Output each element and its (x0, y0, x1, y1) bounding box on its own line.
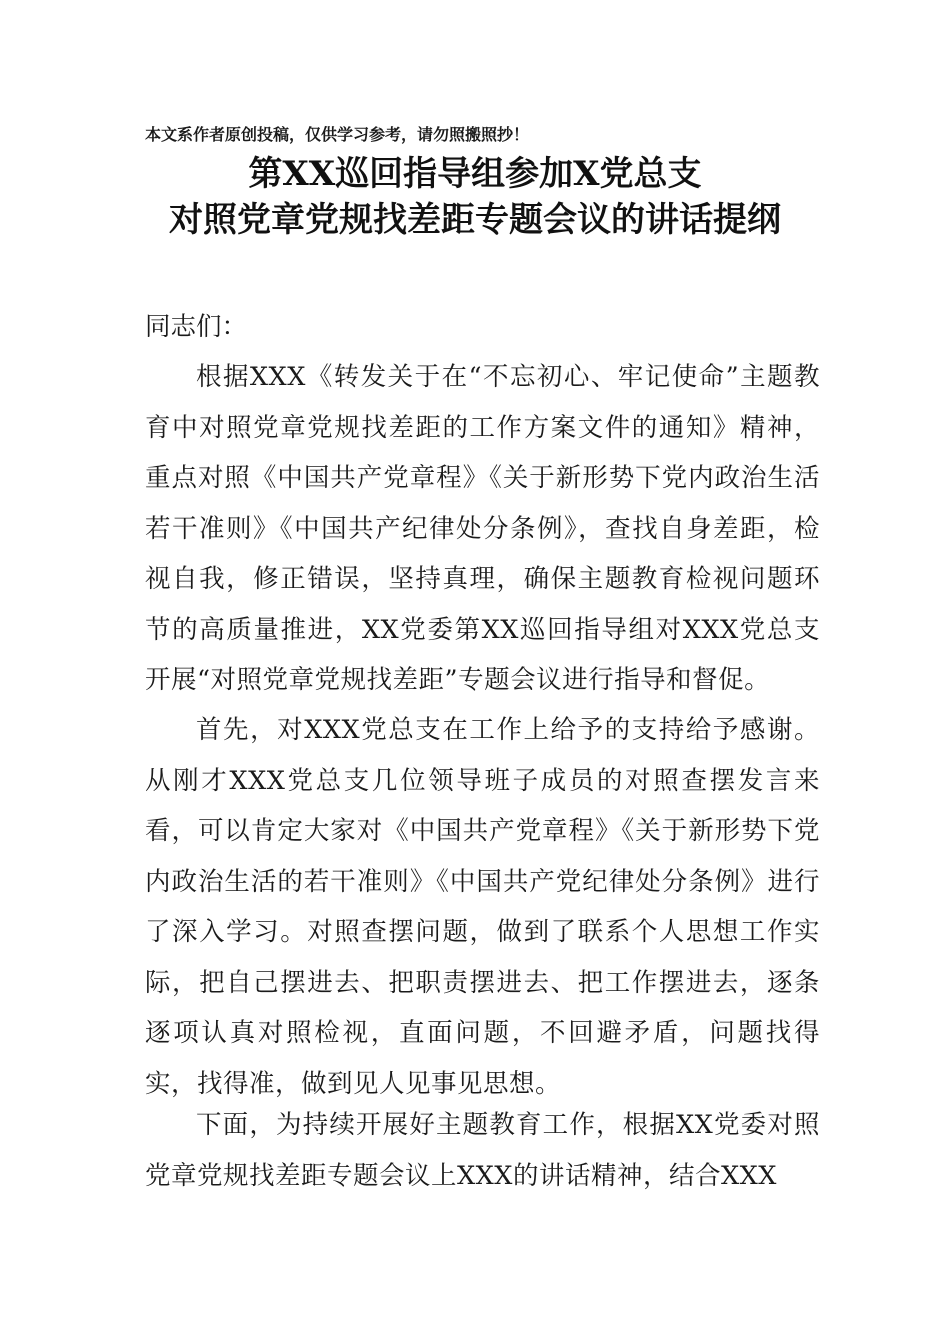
copyright-notice: 本文系作者原创投稿，仅供学习参考，请勿照搬照抄！ (145, 125, 530, 144)
body-paragraph: 根据XXX《转发关于在“不忘初心、牢记使命”主题教育中对照党章党规找差距的工作方案文件的通知》精神，重点对照《中国共产党章程》《关于新形势下党内政治生活若干准则》《中国共产纪律处分条例》，查找自身差距，检视自我，修正错误，坚持真理，确保主题教育检视问题环节的高质量推进，XX党委第XX巡回指导组对XXX党总支开展“对照党章党规找差距”专题会议进行指导和督促。 (145, 362, 820, 695)
salutation: 同志们： (145, 312, 248, 342)
document-title-line2: 对照党章党规找差距专题会议的讲话提纲 (169, 200, 781, 240)
body-paragraph: 首先，对XXX党总支在工作上给予的支持给予感谢。从刚才XXX党总支几位领导班子成员的对照查摆发言来看，可以肯定大家对《中国共产党章程》《关于新形势下党内政治生活的若干准则》《中国共产党纪律处分条例》进行了深入学习。对照查摆问题，做到了联系个人思想工作实际，把自己摆进去、把职责摆进去、把工作摆进去，逐条逐项认真对照检视，直面问题，不回避矛盾，问题找得实，找得准，做到见人见事见思想。 (145, 715, 820, 1099)
body-paragraph: 下面，为持续开展好主题教育工作，根据XX党委对照党章党规找差距专题会议上XXX的讲话精神，结合XXX (145, 1110, 820, 1191)
document-title-line1: 第XX巡回指导组参加X党总支 (248, 154, 702, 194)
